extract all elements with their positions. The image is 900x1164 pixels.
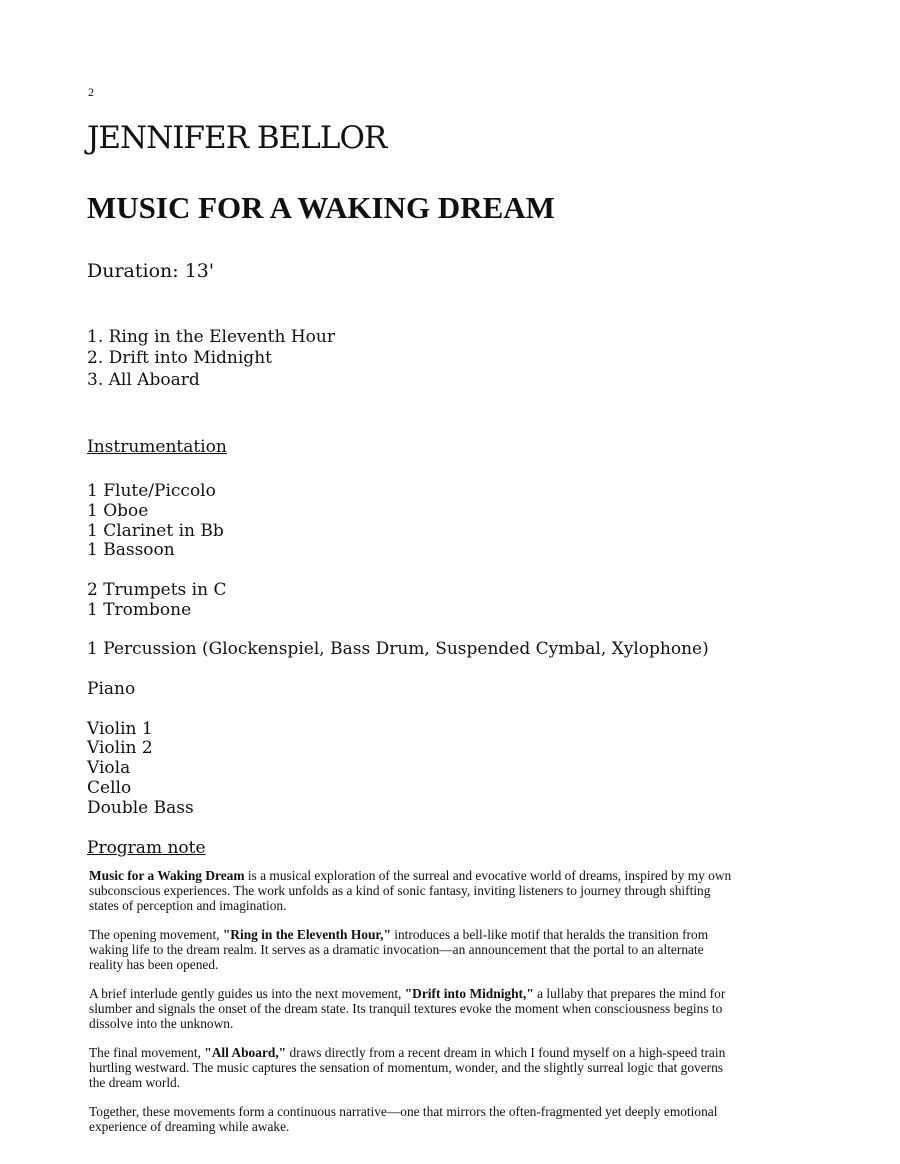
paragraph-text: is a musical exploration of the surreal and evocative world of dreams, inspired by my own subconscious experiences. The work unfolds as a kind of sonic fantasy, inviting listeners to journey through shifting states of perception and imagination. (89, 868, 732, 913)
instrument-item: 2 Trumpets in C (87, 579, 227, 600)
instrument-item: Piano (87, 678, 136, 699)
instrument-group-brass (87, 581, 709, 621)
work-title: MUSIC FOR A WAKING DREAM (87, 190, 555, 225)
paragraph-text: a lullaby that prepares the mind for slumber and signals the onset of the dream state. Its tranquil textures evoke the moment when consciousness begins to dissolve into the unknown. (89, 986, 726, 1031)
instrument-item: 1 Trombone (87, 599, 192, 620)
instrument-group-strings (87, 720, 709, 819)
paragraph-lead: A brief interlude gently guides us into the next movement, (89, 986, 405, 1001)
composer-name: JENNIFER BELLOR (87, 120, 387, 156)
program-note-paragraph (89, 927, 739, 972)
instrument-item: 1 Flute/Piccolo (87, 481, 216, 501)
instrument-group-keyboard (87, 680, 709, 700)
paragraph-emphasis: "All Aboard," (204, 1045, 287, 1060)
instrument-item: 1 Percussion (Glockenspiel, Bass Drum, Suspended Cymbal, Xylophone) (87, 639, 709, 660)
paragraph-lead: The final movement, (89, 1045, 205, 1060)
instrument-item: Viola (87, 758, 131, 779)
instrument-item: Cello (87, 777, 132, 798)
page-number: 2 (88, 85, 94, 99)
paragraph-text: introduces a bell-like motif that heralds the transition from waking life to the dream realm. It serves as a dramatic invocation—an announcement that the portal to an alternate reality has been opened. (89, 927, 709, 972)
movement-item: 2. Drift into Midnight (87, 347, 272, 368)
instrument-item: Violin 1 (87, 718, 153, 739)
program-note-paragraph (89, 986, 739, 1031)
duration: Duration: 13' (87, 260, 215, 282)
instrument-item: 1 Oboe (87, 500, 149, 521)
paragraph-lead: The opening movement, (89, 927, 223, 942)
paragraph-emphasis: "Drift into Midnight," (404, 986, 534, 1001)
instrument-item: 1 Bassoon (87, 540, 175, 561)
program-note-paragraph (89, 1045, 739, 1090)
movement-item: 1. Ring in the Eleventh Hour (87, 327, 335, 347)
instrument-list (87, 482, 709, 838)
instrumentation-heading: Instrumentation (87, 437, 227, 457)
instrument-item: 1 Clarinet in Bb (87, 520, 224, 541)
movement-item: 3. All Aboard (87, 370, 200, 390)
paragraph-text: draws directly from a recent dream in which I found myself on a high-speed train hurtling westward. The music captures the sensation of momentum, wonder, and the slightly surreal logic that governs the dream world. (89, 1045, 726, 1090)
paragraph-emphasis: "Ring in the Eleventh Hour," (222, 927, 391, 942)
program-note-heading: Program note (87, 838, 206, 858)
instrument-group-percussion (87, 640, 709, 660)
program-note-paragraph (89, 868, 739, 913)
paragraph-text: Together, these movements form a continuous narrative—one that mirrors the often-fragmented yet deeply emotional experience of dreaming while awake. (89, 1104, 718, 1134)
program-note (89, 868, 739, 1148)
instrument-group-woodwinds (87, 482, 709, 561)
movement-list (87, 327, 335, 391)
instrument-item: Violin 2 (87, 738, 153, 759)
instrument-item: Double Bass (87, 797, 194, 818)
program-note-paragraph (89, 1104, 739, 1134)
paragraph-emphasis: Music for a Waking Dream (89, 868, 245, 883)
